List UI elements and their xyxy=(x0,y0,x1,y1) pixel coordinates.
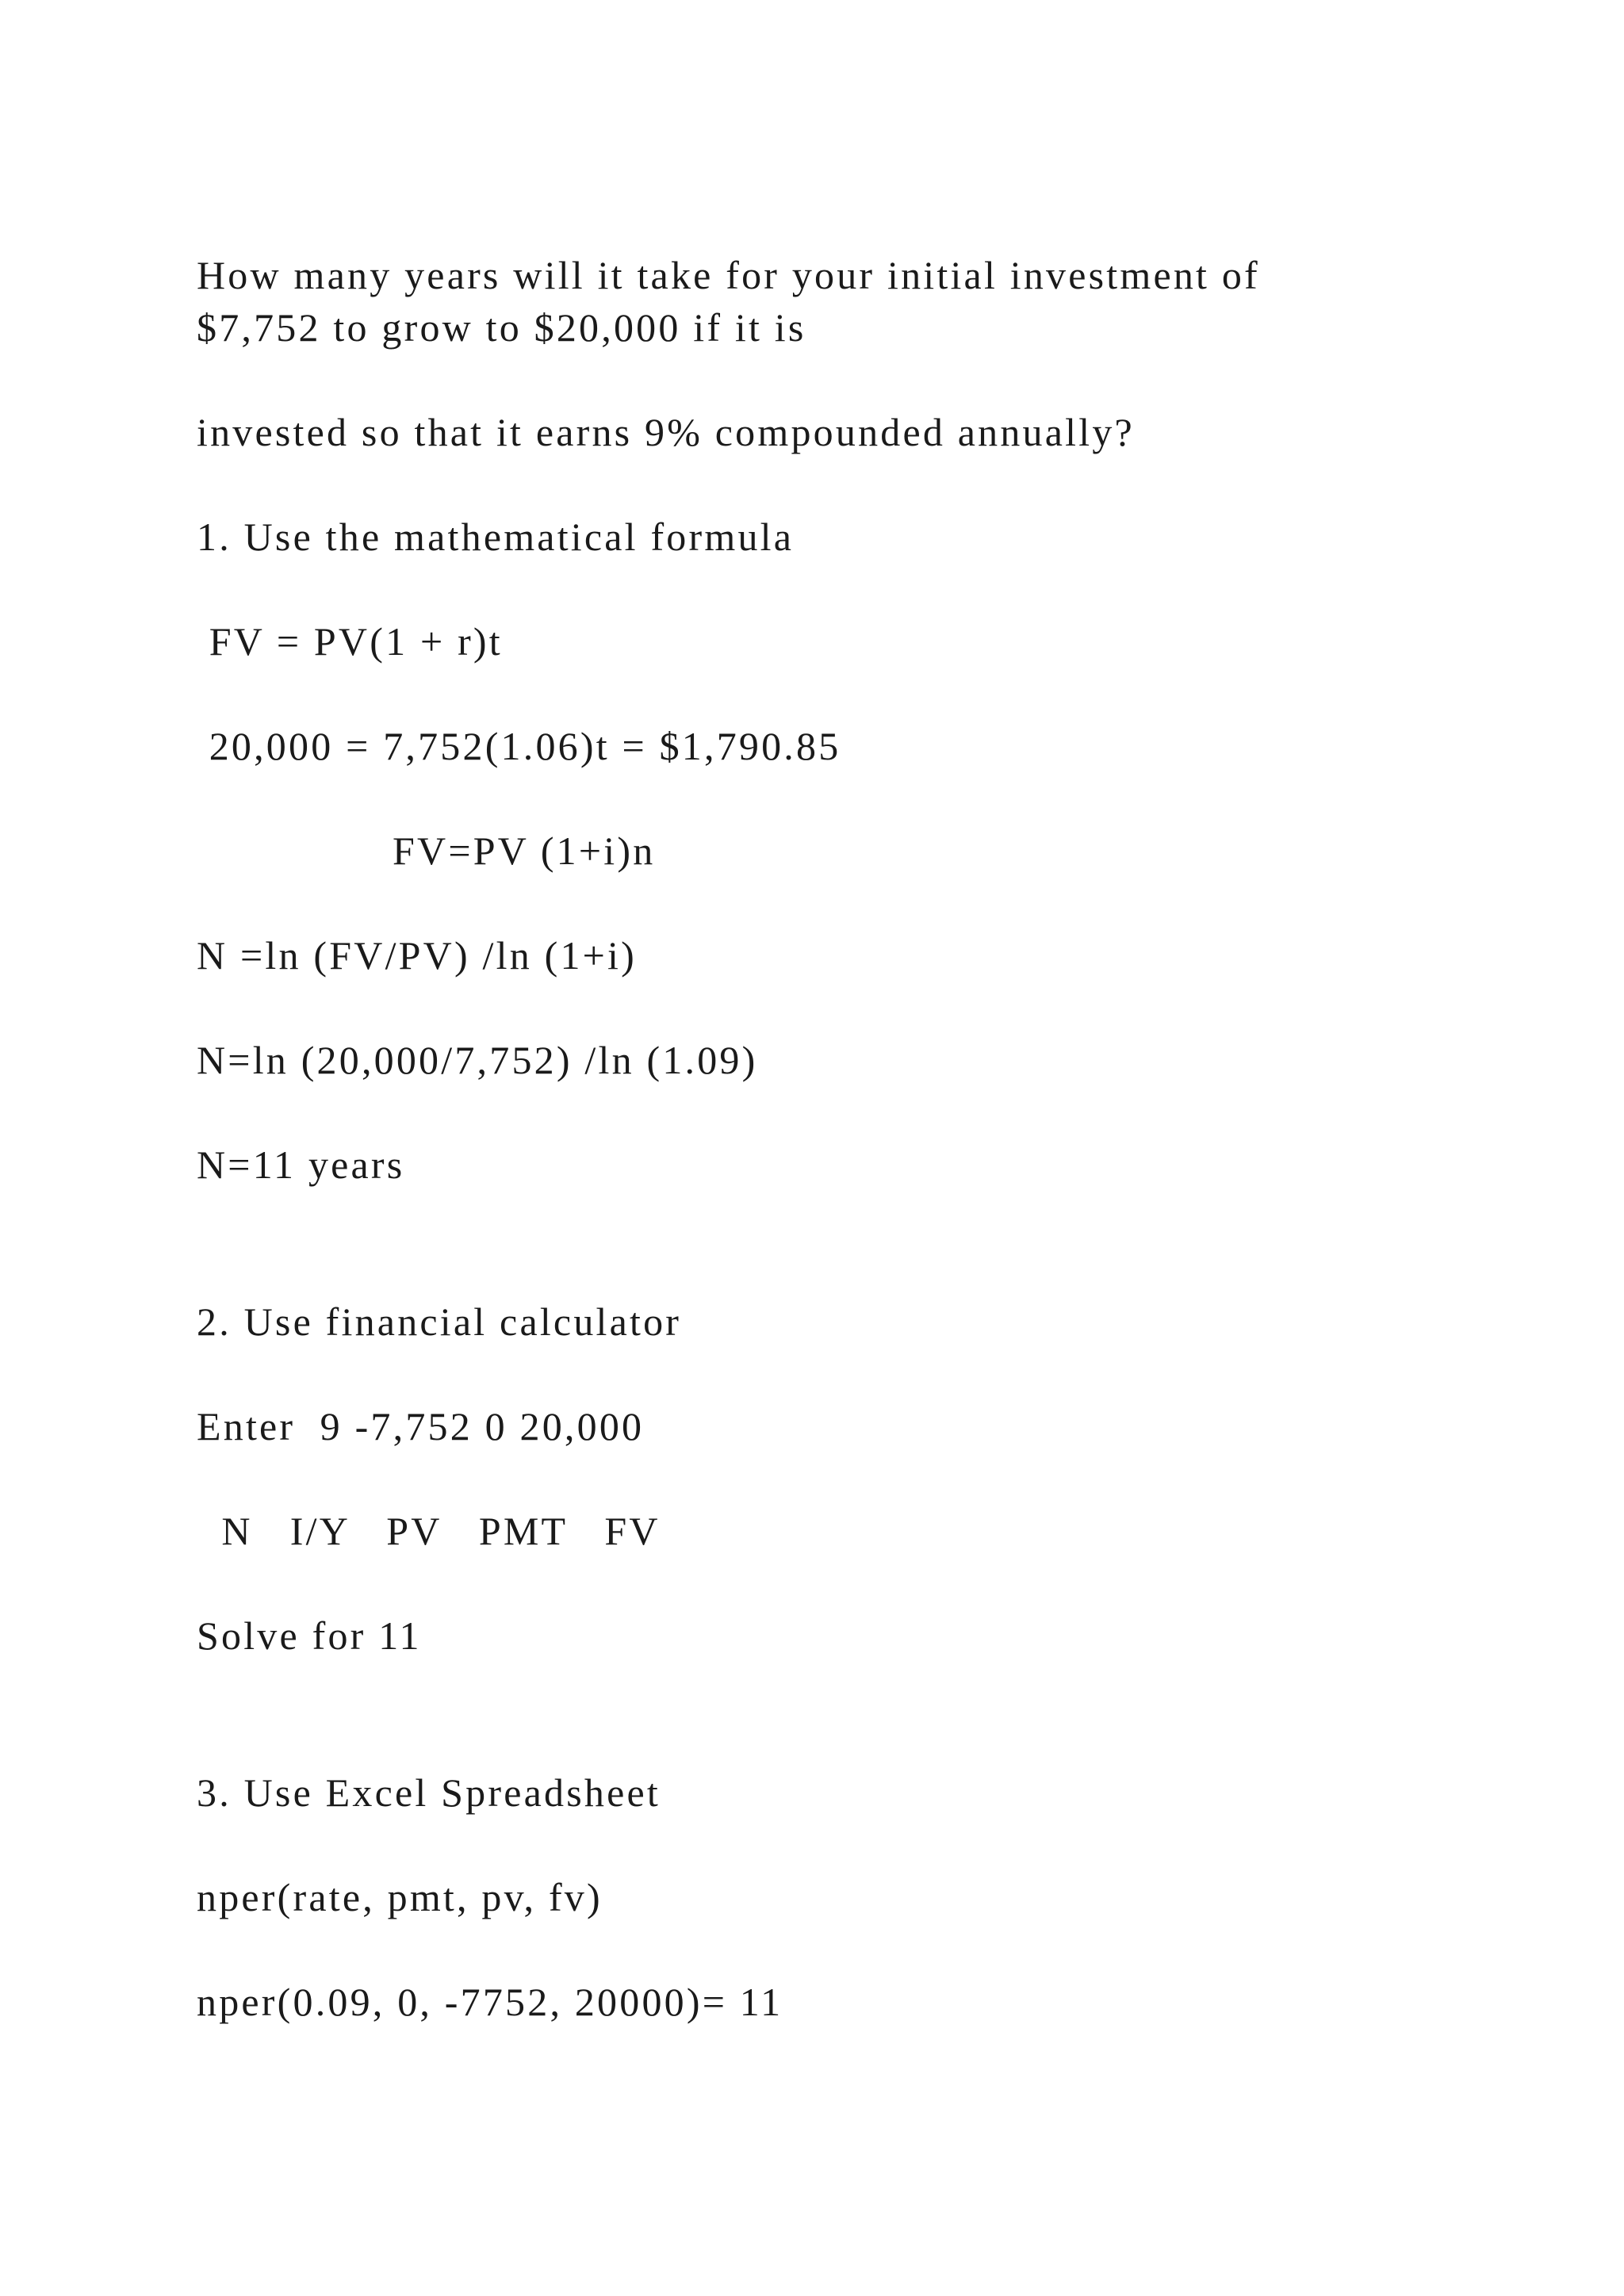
method-1-substitution: 20,000 = 7,752(1.06)t = $1,790.85 xyxy=(197,724,841,768)
method-1-general-formula: FV=PV (1+i)n xyxy=(393,828,656,873)
method-1-solve-formula: N =ln (FV/PV) /ln (1+i) xyxy=(197,933,637,978)
method-3-syntax: nper(rate, pmt, pv, fv) xyxy=(197,1875,603,1919)
method-1-result: N=11 years xyxy=(197,1142,405,1187)
method-1-solve-values: N=ln (20,000/7,752) /ln (1.09) xyxy=(197,1038,758,1082)
method-2-heading: 2. Use financial calculator xyxy=(197,1299,682,1344)
method-1-formula: FV = PV(1 + r)t xyxy=(197,619,503,664)
question-line-2: $7,752 to grow to $20,000 if it is xyxy=(197,305,806,350)
question-line-3: invested so that it earns 9% compounded annually? xyxy=(197,410,1135,454)
method-2-result: Solve for 11 xyxy=(197,1613,422,1658)
question-line-1: How many years will it take for your initial investment of xyxy=(197,253,1260,297)
method-3-example: nper(0.09, 0, -7752, 20000)= 11 xyxy=(197,1980,783,2024)
method-2-keys-line: N I/Y PV PMT FV xyxy=(197,1509,661,1553)
method-1-heading: 1. Use the mathematical formula xyxy=(197,515,795,559)
method-2-enter-line: Enter 9 -7,752 0 20,000 xyxy=(197,1404,645,1448)
method-3-heading: 3. Use Excel Spreadsheet xyxy=(197,1770,661,1815)
